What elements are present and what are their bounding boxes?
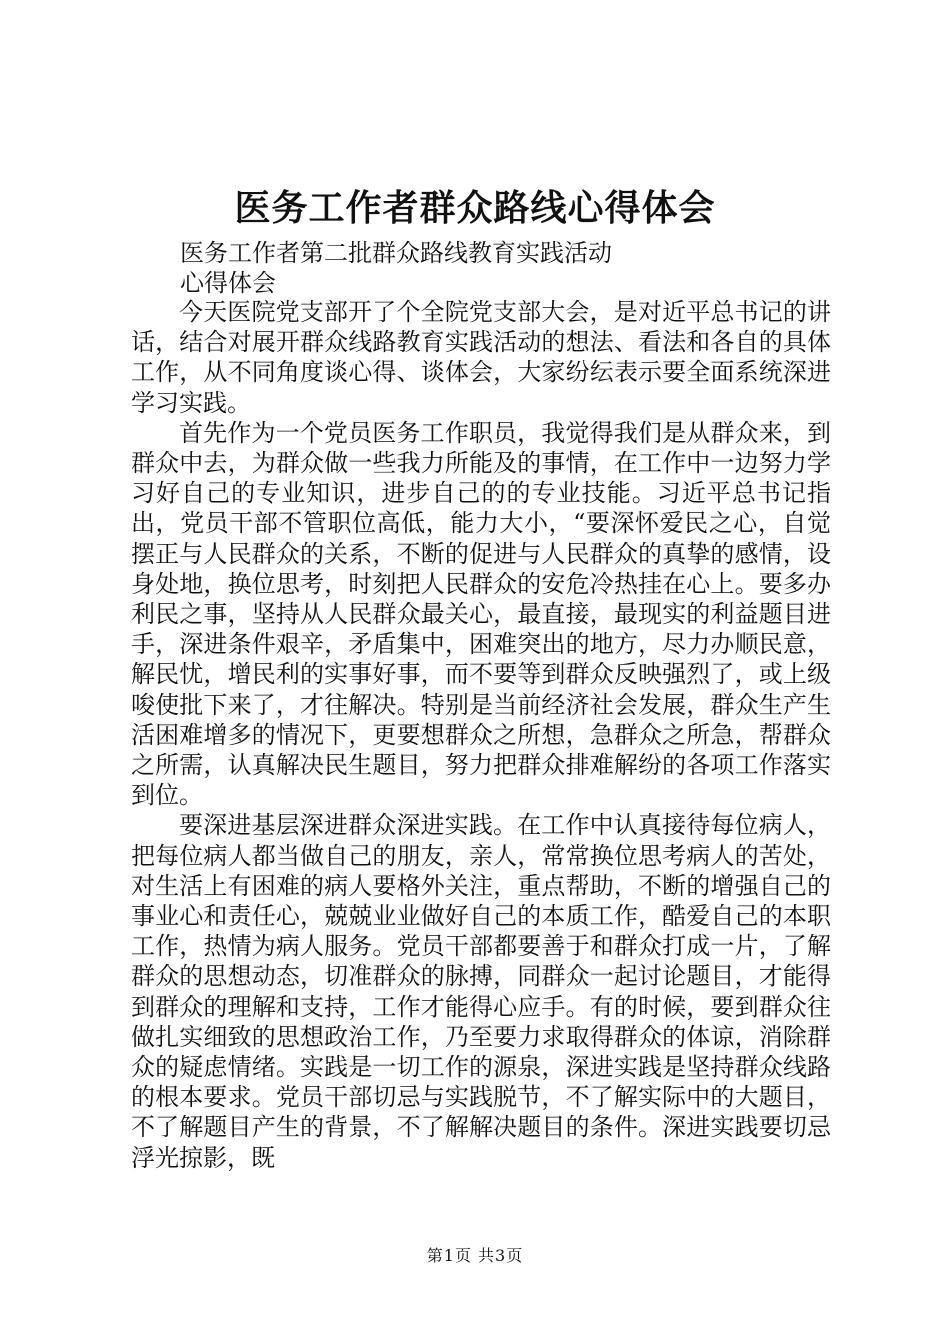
document-title: 医务工作者群众路线心得体会 bbox=[234, 187, 716, 229]
page-number-footer: 第1页 共3页 bbox=[426, 1246, 524, 1265]
paragraph-1: 今天医院党支部开了个全院党支部大会，是对近平总书记的讲话，结合对展开群众线路教育实践活动的想法、看法和各自的具体工作，从不同角度谈心得、谈体会，大家纷纭表示要全面系统深进学习实践。 bbox=[131, 298, 831, 417]
document-body bbox=[131, 297, 831, 1173]
subtitle-line-2: 心得体会 bbox=[180, 269, 276, 297]
subtitle-line-1: 医务工作者第二批群众路线教育实践活动 bbox=[180, 239, 612, 267]
paragraph-2: 首先作为一个党员医务工作职员，我觉得我们是从群众来，到群众中去，为群众做一些我力所能及的事情，在工作中一边努力学习好自己的专业知识，进步自己的的专业技能。习近平总书记指出，党员干部不管职位高低，能力大小，“要深怀爱民之心，自觉摆正与人民群众的关系，不断的促进与人民群众的真挚的感情，设身处地，换位思考，时刻把人民群众的安危冷热挂在心上。要多办利民之事，坚持从人民群众最关心，最直接，最现实的利益题目进手，深进条件艰辛，矛盾集中，困难突出的地方，尽力办顺民意，解民忧，增民利的实事好事，而不要等到群众反映强烈了，或上级唆使批下来了，才往解决。特别是当前经济社会发展，群众生产生活困难增多的情况下，更要想群众之所想，急群众之所急，帮群众之所需，认真解决民生题目，努力把群众排难解纷的各项工作落实到位。 bbox=[131, 418, 831, 810]
paragraph-3: 要深进基层深进群众深进实践。在工作中认真接待每位病人，把每位病人都当做自己的朋友，亲人，常常换位思考病人的苦处，对生活上有困难的病人要格外关注，重点帮助，不断的增强自己的事业心和责任心，兢兢业业做好自己的本质工作，酷爱自己的本职工作，热情为病人服务。党员干部都要善于和群众打成一片，了解群众的思想动态，切准群众的脉搏，同群众一起讨论题目，才能得到群众的理解和支持，工作才能得心应手。有的时候，要到群众往做扎实细致的思想政治工作，乃至要力求取得群众的体谅，消除群众的疑虑情绪。实践是一切工作的源泉，深进实践是坚持群众线路的根本要求。党员干部切忌与实践脱节，不了解实际中的大题目，不了解题目产生的背景，不了解解决题目的条件。深进实践要切忌浮光掠影，既 bbox=[131, 811, 831, 1172]
